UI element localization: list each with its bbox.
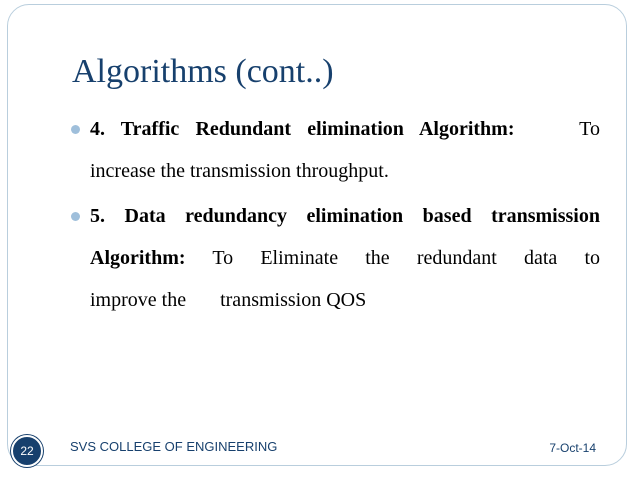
bullet-2-heading: 5. Data redundancy elimination based transmission xyxy=(90,205,600,227)
bullet-2-heading-tail: Algorithm: xyxy=(90,247,186,269)
slide-title: Algorithms (cont..) xyxy=(72,53,334,90)
bullet-dot-icon xyxy=(71,212,80,221)
bullet-1-continuation: increase the transmission throughput. xyxy=(90,160,389,182)
slide-number-badge: 22 xyxy=(11,435,43,467)
bullet-1-text: To xyxy=(579,118,600,140)
bullet-2-text: To Eliminate the redundant data to xyxy=(212,247,600,269)
bullet-item-2 xyxy=(90,195,600,321)
bullet-1-line-1 xyxy=(90,108,600,150)
bullet-1-heading: 4. Traffic Redundant elimination Algorithm: xyxy=(90,118,515,140)
bullet-2-line-2 xyxy=(90,237,600,279)
bullet-2-line-3 xyxy=(90,279,600,321)
bullet-dot-icon xyxy=(71,125,80,134)
bullet-2-text-3a: improve the xyxy=(90,289,187,311)
footer-date: 7-Oct-14 xyxy=(549,441,596,455)
bullet-item-1 xyxy=(90,108,600,192)
footer-organization: SVS COLLEGE OF ENGINEERING xyxy=(70,439,278,454)
bullet-2-text-3b: transmission QOS xyxy=(220,289,367,311)
bullet-2-line-1 xyxy=(90,195,600,237)
